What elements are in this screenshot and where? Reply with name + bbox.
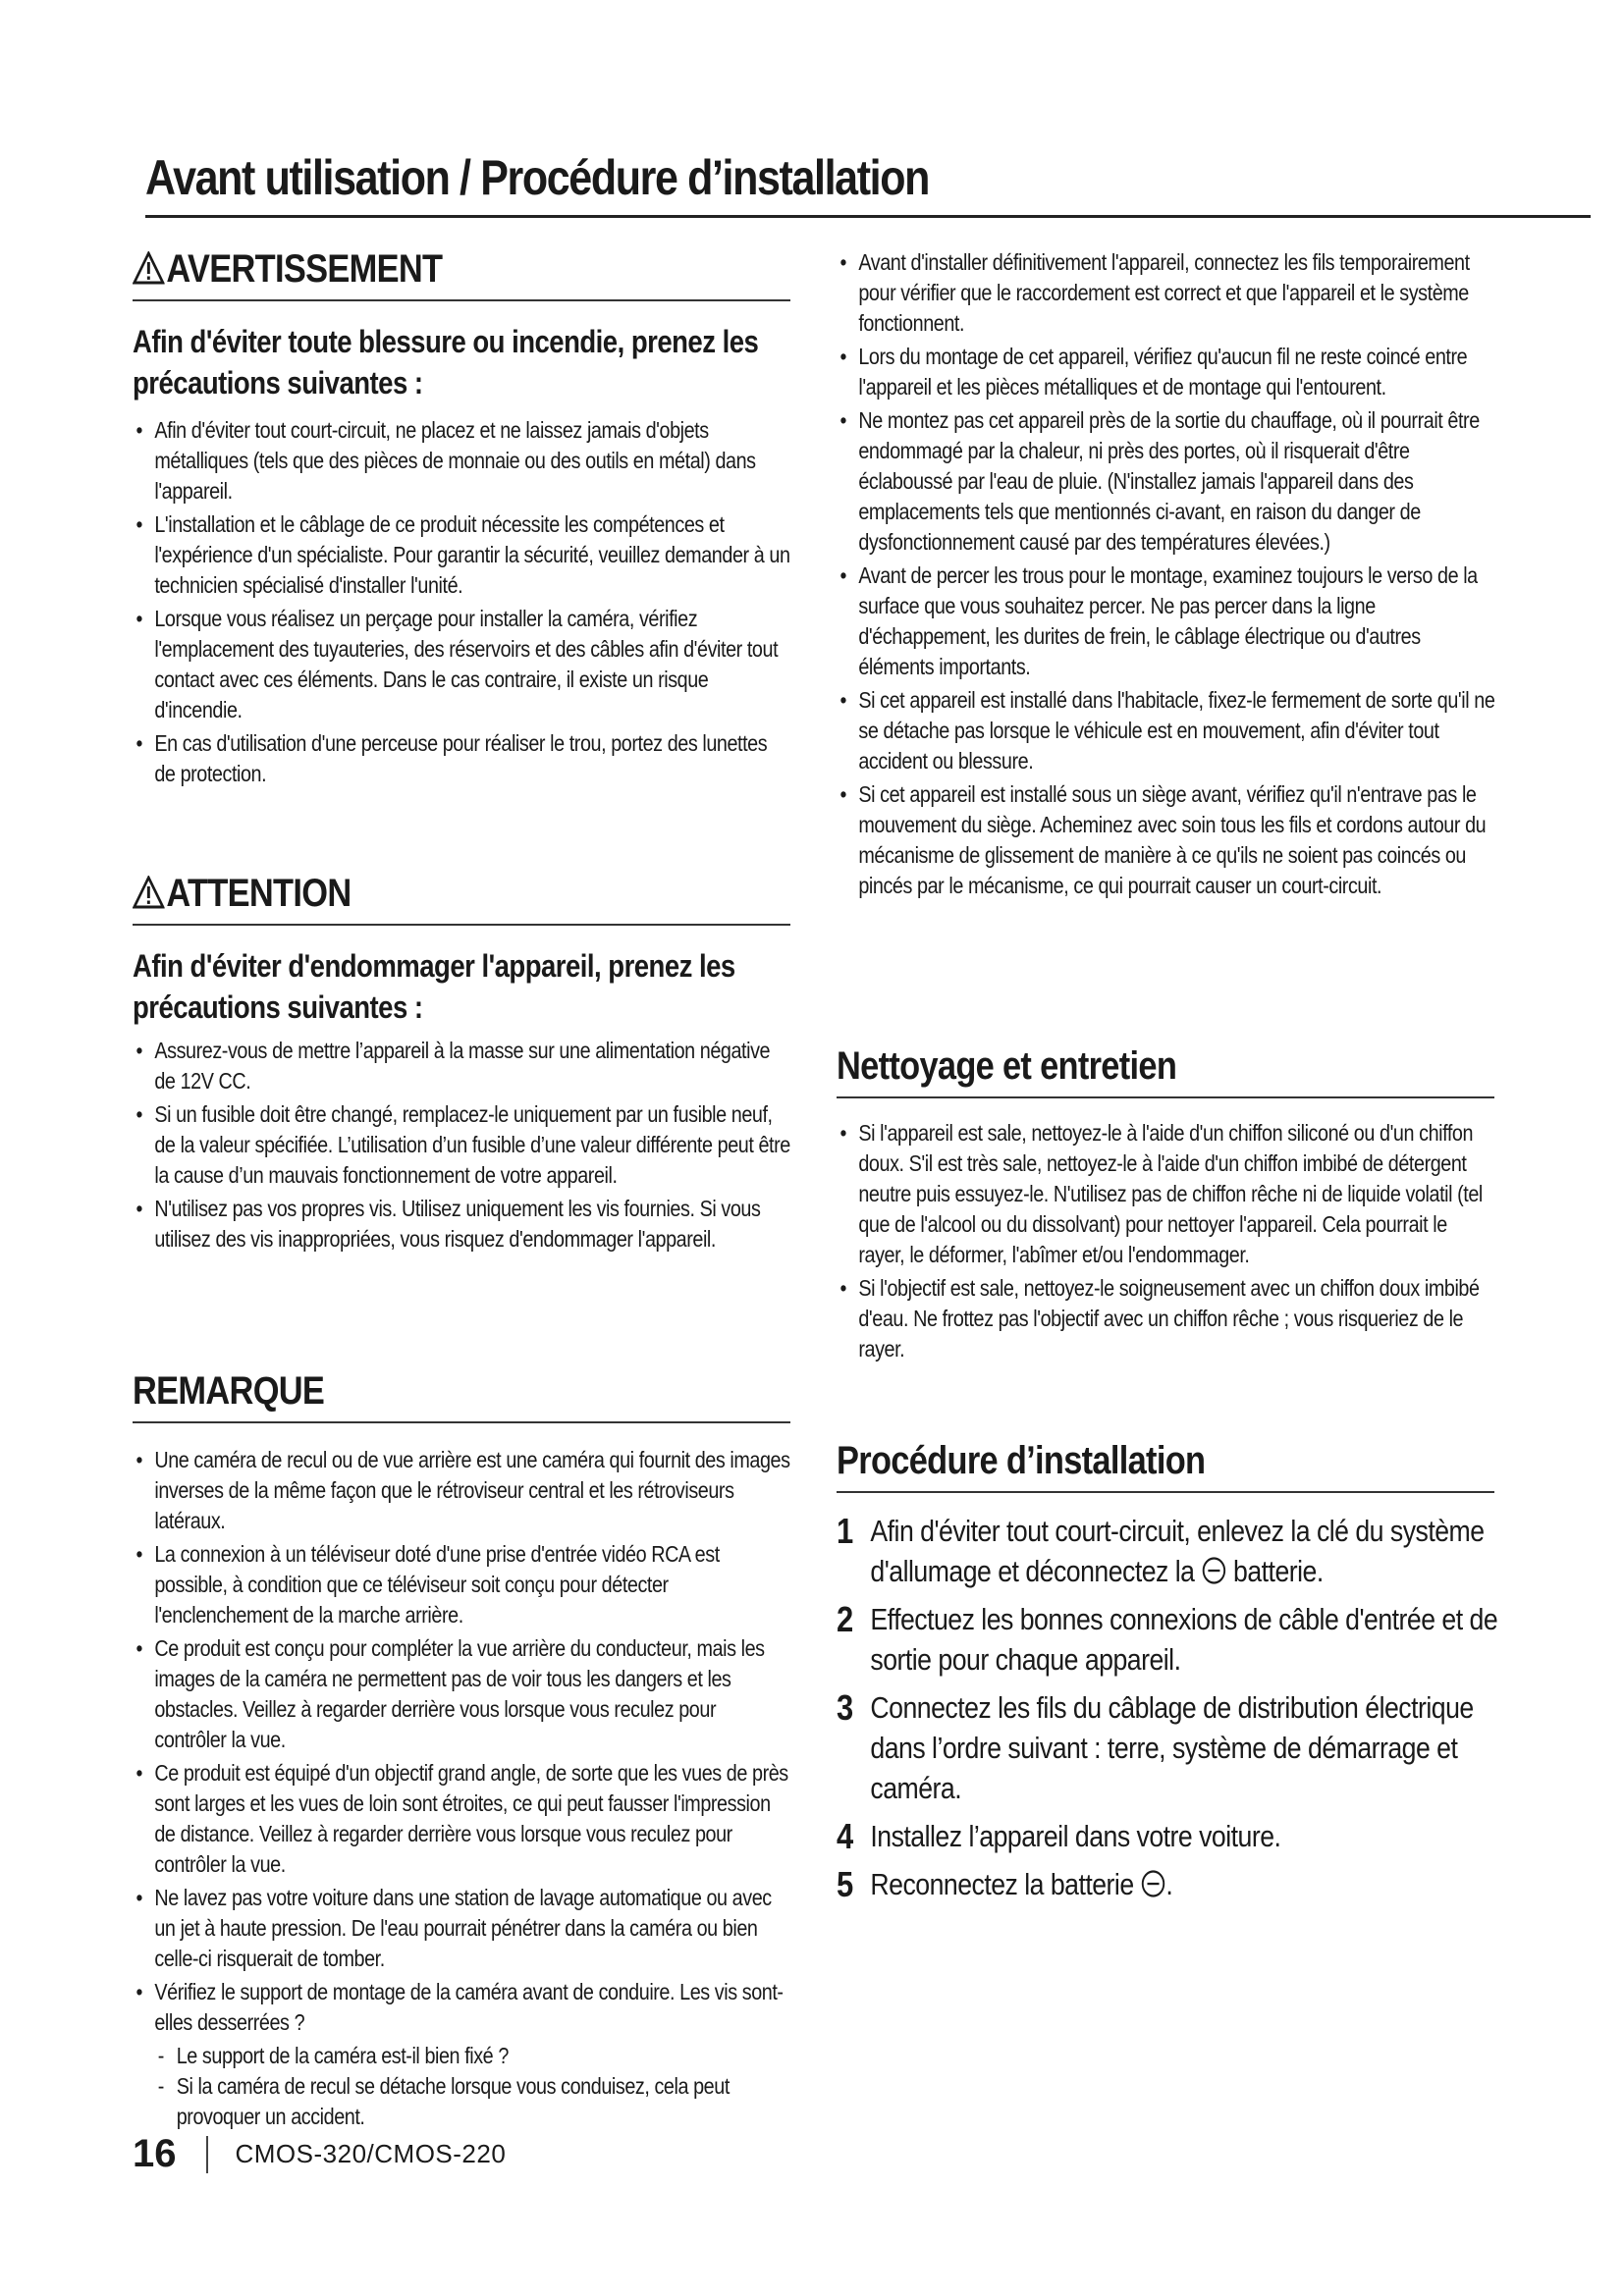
step-item bbox=[837, 1816, 1512, 1856]
warning-list bbox=[133, 415, 790, 789]
list-item: • Avant de percer les trous pour le montage, examinez toujours le verso de la surface que vous souhaitez percer. Ne pas percer dans la ligne d'échappement, les durites de frein, le câblage électrique ou d'autres éléments importants. bbox=[837, 561, 1496, 682]
list-item: • Si un fusible doit être changé, remplacez-le uniquement par un fusible neuf, de la valeur spécifiée. L’utilisation d’un fusible d’une valeur différente peut être la cause d’un mauvais fonctionnement de votre appareil. bbox=[133, 1099, 792, 1191]
precautions-list bbox=[837, 247, 1603, 904]
page-title: Avant utilisation / Procédure d’installation bbox=[145, 150, 929, 205]
cleaning-list bbox=[837, 1118, 1494, 1364]
model-name: CMOS-320/CMOS-220 bbox=[235, 2139, 507, 2168]
step-item bbox=[837, 1864, 1512, 1904]
step-number: 1 bbox=[837, 1511, 853, 1551]
attention-heading-text: ATTENTION bbox=[166, 872, 352, 915]
list-item: • Si l'objectif est sale, nettoyez-le soigneusement avec un chiffon doux imbibé d'eau. Ne frottez pas l'objectif avec un chiffon rêche ; vous risqueriez de le rayer. bbox=[837, 1273, 1496, 1364]
list-item: • Lorsque vous réalisez un perçage pour installer la caméra, vérifiez l'emplacement des tuyauteries, des réservoirs et des câbles afin d'éviter tout contact avec ces éléments. Dans le cas contraire, il existe un risque d'incendie. bbox=[133, 604, 792, 725]
step-text: Afin d'éviter tout court-circuit, enlevez la clé du système d'allumage et déconnectez la bbox=[870, 1514, 1485, 1588]
remarque-sublist bbox=[133, 2041, 790, 2132]
procedure-section bbox=[837, 1439, 1498, 1912]
list-item: • Ne lavez pas votre voiture dans une station de lavage automatique ou avec un jet à haute pression. De l'eau pourrait pénétrer dans la caméra ou bien celle-ci risquerait de tomber. bbox=[133, 1883, 792, 1974]
cleaning-section bbox=[837, 1044, 1494, 1367]
list-item: • Si cet appareil est installé dans l'habitacle, fixez-le fermement de sorte qu'il ne se détache pas lorsque le véhicule est en mouvement, afin d'éviter tout accident ou blessure. bbox=[837, 685, 1496, 776]
attention-rule bbox=[133, 924, 790, 926]
attention-subheading: Afin d'éviter d'endommager l'appareil, prenez les précautions suivantes : bbox=[133, 948, 735, 1025]
minus-circle-icon bbox=[1141, 1869, 1166, 1898]
list-item: • Si cet appareil est installé sous un siège avant, vérifiez qu'il n'entrave pas le mouvement du siège. Acheminez avec soin tous les fils et cordons autour du mécanisme de glissement de manière à ce qu'ils ne soient pas coincés ou pincés par le mécanisme, ce qui pourrait causer un court-circuit. bbox=[837, 779, 1496, 901]
remarque-section bbox=[133, 1369, 790, 2132]
remarque-heading: REMARQUE bbox=[133, 1369, 325, 1413]
procedure-rule bbox=[837, 1491, 1494, 1493]
list-item: • Vérifiez le support de montage de la caméra avant de conduire. Les vis sont-elles desserrées ? bbox=[133, 1977, 792, 2038]
list-item: • Ce produit est équipé d'un objectif grand angle, de sorte que les vues de près sont larges et les vues de loin sont étroites, ce qui peut fausser l'impression de distance. Veillez à regarder derrière vous lorsque vous reculez pour contrôler la vue. bbox=[133, 1758, 792, 1880]
list-item: • Ne montez pas cet appareil près de la sortie du chauffage, où il pourrait être endommagé par la chaleur, ni près des portes, où il risquerait d'être éclaboussé par l'eau de pluie. (N'installez jamais l'appareil dans des emplacements tels que mentionnés ci-avant, en raison du danger de dysfonctionnement causé par des températures élevées.) bbox=[837, 405, 1496, 558]
warning-section bbox=[133, 247, 790, 792]
warning-heading-text: AVERTISSEMENT bbox=[166, 247, 443, 291]
warning-triangle-icon bbox=[133, 251, 165, 285]
step-item bbox=[837, 1687, 1512, 1808]
warning-heading bbox=[133, 247, 698, 292]
cleaning-heading: Nettoyage et entretien bbox=[837, 1044, 1177, 1088]
step-text: Connectez les fils du câblage de distribution électrique dans l’ordre suivant : terre, système de démarrage et caméra. bbox=[870, 1690, 1474, 1805]
list-item: • Afin d'éviter tout court-circuit, ne placez et ne laissez jamais d'objets métalliques (tels que des pièces de monnaie ou des outils en métal) dans l'appareil. bbox=[133, 415, 792, 507]
page-number: 16 bbox=[133, 2132, 177, 2175]
list-item: • Ce produit est conçu pour compléter la vue arrière du conducteur, mais les images de la caméra ne permettent pas de voir tous les dangers et les obstacles. Veillez à regarder derrière vous lorsque vous reculez pour contrôler la vue. bbox=[133, 1633, 792, 1755]
sub-list-item: - Le support de la caméra est-il bien fixé ? bbox=[133, 2041, 792, 2071]
list-item: • Une caméra de recul ou de vue arrière est une caméra qui fournit des images inverses de la même façon que le rétroviseur central et les rétroviseurs latéraux. bbox=[133, 1445, 792, 1536]
list-item: • La connexion à un téléviseur doté d'une prise d'entrée vidéo RCA est possible, à condition que ce téléviseur soit conçu pour détecter l'enclenchement de la marche arrière. bbox=[133, 1539, 792, 1630]
step-number: 3 bbox=[837, 1687, 853, 1728]
cleaning-rule bbox=[837, 1096, 1494, 1098]
list-item: • N'utilisez pas vos propres vis. Utilisez uniquement les vis fournies. Si vous utilisez des vis inappropriées, vous risquez d'endommager l'appareil. bbox=[133, 1194, 792, 1255]
footer-divider bbox=[206, 2136, 208, 2173]
step-text: Effectuez les bonnes connexions de câble d'entrée et de sortie pour chaque appareil. bbox=[870, 1602, 1498, 1677]
step-number: 5 bbox=[837, 1864, 853, 1904]
list-item: • Avant d'installer définitivement l'appareil, connectez les fils temporairement pour vérifier que le raccordement est correct et que l'appareil et le système fonctionnent. bbox=[837, 247, 1496, 339]
list-item: • Assurez-vous de mettre l’appareil à la masse sur une alimentation négative de 12V CC. bbox=[133, 1036, 792, 1096]
list-item: • En cas d'utilisation d'une perceuse pour réaliser le trou, portez des lunettes de protection. bbox=[133, 728, 792, 789]
step-number: 2 bbox=[837, 1599, 853, 1639]
list-item: • Lors du montage de cet appareil, vérifiez qu'aucun fil ne reste coincé entre l'appareil et les pièces métalliques et de montage qui l'entourent. bbox=[837, 342, 1496, 402]
step-item bbox=[837, 1511, 1512, 1591]
attention-section bbox=[133, 872, 790, 1257]
remarque-list bbox=[133, 1445, 790, 2038]
minus-circle-icon bbox=[1201, 1556, 1226, 1585]
attention-heading bbox=[133, 872, 698, 916]
attention-list bbox=[133, 1036, 790, 1255]
title-rule bbox=[145, 215, 1591, 218]
warning-triangle-icon bbox=[133, 876, 165, 909]
remarque-rule bbox=[133, 1421, 790, 1423]
sub-list-item: - Si la caméra de recul se détache lorsque vous conduisez, cela peut provoquer un accident. bbox=[133, 2071, 792, 2132]
procedure-heading: Procédure d’installation bbox=[837, 1439, 1206, 1482]
step-text: Installez l’appareil dans votre voiture. bbox=[870, 1819, 1281, 1853]
step-number: 4 bbox=[837, 1816, 853, 1856]
warning-rule bbox=[133, 299, 790, 301]
step-text-end: batterie. bbox=[1226, 1554, 1324, 1588]
step-item bbox=[837, 1599, 1512, 1680]
warning-subheading: Afin d'éviter toute blessure ou incendie, prenez les précautions suivantes : bbox=[133, 324, 759, 400]
list-item: • L'installation et le câblage de ce produit nécessite les compétences et l'expérience d'un spécialiste. Pour garantir la sécurité, veuillez demander à un technicien spécialisé d'installer l'unité. bbox=[133, 509, 792, 601]
list-item: • Si l'appareil est sale, nettoyez-le à l'aide d'un chiffon siliconé ou d'un chiffon doux. S'il est très sale, nettoyez-le à l'aide d'un chiffon imbibé de détergent neutre puis essuyez-le. N'utilisez pas de chiffon rêche ni de liquide volatil (tel que de l'alcool ou du dissolvant) pour nettoyer l'appareil. Cela pourrait le rayer, le déformer, l'abîmer et/ou l'endommager. bbox=[837, 1118, 1496, 1270]
page-footer bbox=[133, 2132, 506, 2176]
step-text: Reconnectez la batterie bbox=[870, 1867, 1141, 1901]
procedure-steps bbox=[837, 1511, 1498, 1904]
step-text-end: . bbox=[1165, 1867, 1173, 1901]
